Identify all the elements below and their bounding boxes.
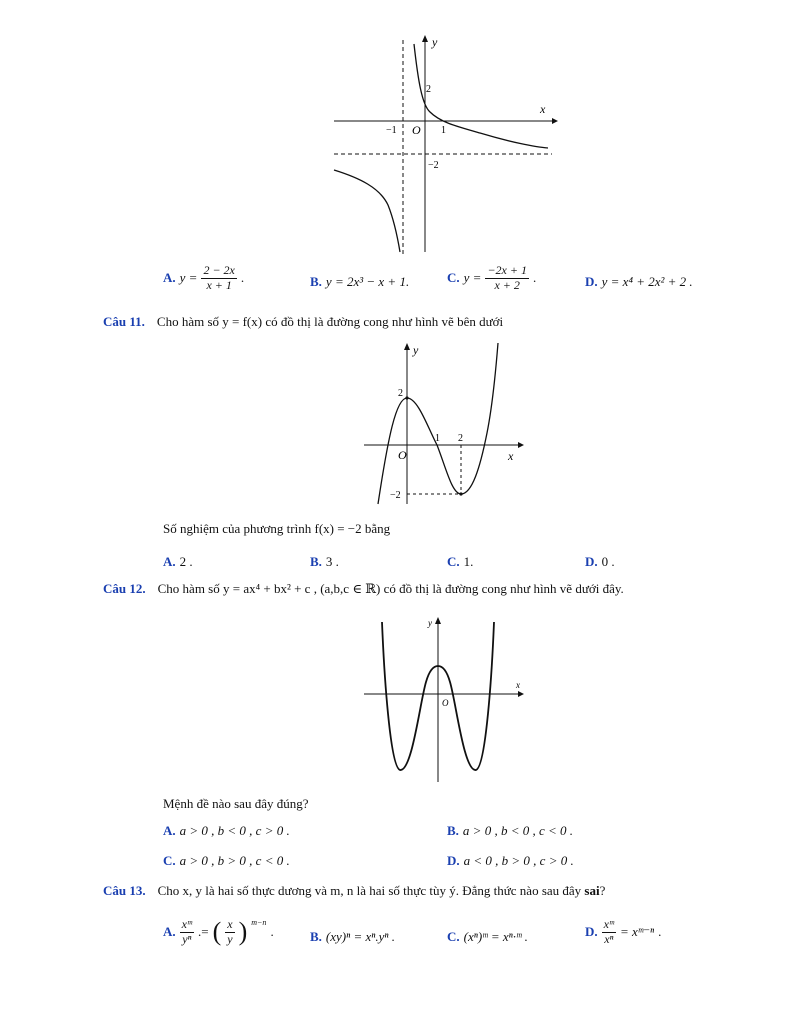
q10-option-b[interactable]: [310, 274, 409, 290]
q10-y-arrow: [422, 35, 428, 42]
q13-option-d-fraction: [602, 918, 616, 947]
q11-option-c[interactable]: [447, 554, 473, 570]
q10-curve-left: [334, 170, 400, 252]
q11-x-arrow: [518, 442, 524, 448]
q12-stem: [103, 581, 624, 597]
q10-option-c-end: .: [532, 270, 537, 286]
q13-text-pre: Cho x, y là hai số thực dương và m, n là hai số thực tùy ý. Đẳng thức nào sau đây: [157, 883, 585, 898]
q12-graph: [360, 612, 530, 784]
q13-option-d-end: .: [658, 924, 662, 940]
q13-option-a-label: A.: [163, 924, 176, 940]
q11-tick-1: 1: [435, 433, 440, 444]
q13-stem: [103, 883, 605, 899]
q12-option-b-label: B.: [447, 823, 459, 838]
q10-option-a-num: 2 − 2x: [203, 263, 235, 277]
q13-option-b[interactable]: [310, 929, 395, 945]
q11-y-arrow: [404, 343, 410, 350]
q12-option-b[interactable]: [447, 823, 573, 839]
q13-option-c-text: (xⁿ)ᵐ = xⁿ·ᵐ .: [463, 929, 528, 944]
q11-option-a[interactable]: [163, 554, 193, 570]
q13-option-d-rhs: = xᵐ⁻ⁿ: [619, 924, 655, 940]
q11-tick-2: 2: [458, 433, 463, 444]
q10-option-a-end: .: [240, 270, 245, 286]
q11-option-c-text: 1.: [463, 554, 474, 569]
q13-option-a-fraction-left: [180, 918, 194, 947]
q11-option-b-label: B.: [310, 554, 322, 569]
q10-curve-right: [414, 44, 548, 148]
q12-option-a[interactable]: [163, 823, 290, 839]
q11-curve: [378, 343, 498, 504]
q12-option-c[interactable]: [163, 853, 290, 869]
q12-option-d-text: a < 0 , b > 0 , c > 0 .: [463, 853, 574, 868]
q10-tick-2: 2: [426, 84, 431, 95]
q10-option-a-den: x + 1: [206, 277, 232, 292]
q10-x-label: x: [540, 102, 546, 116]
q10-tick-neg1: −1: [386, 125, 397, 136]
q12-option-c-label: C.: [163, 853, 176, 868]
q13-number: Câu 13.: [103, 883, 146, 898]
q13-option-c[interactable]: [447, 929, 528, 945]
q13-option-b-label: B.: [310, 929, 322, 944]
q11-option-d-label: D.: [585, 554, 598, 569]
q10-option-b-label: B.: [310, 274, 322, 289]
q13-option-d-den: xⁿ: [604, 931, 614, 946]
q12-option-b-text: a > 0 , b < 0 , c < 0 .: [462, 823, 574, 838]
q10-option-b-text: y = 2x³ − x + 1.: [325, 274, 410, 289]
q11-text: Cho hàm số y = f(x) có đồ thị là đường cong như hình vẽ bên dưới: [156, 314, 504, 329]
q11-option-a-label: A.: [163, 554, 176, 569]
q11-origin: O: [398, 448, 407, 462]
q10-option-c-fraction: [485, 264, 529, 293]
q10-option-d-label: D.: [585, 274, 598, 289]
q10-option-a[interactable]: [163, 264, 244, 293]
q12-y-arrow: [435, 617, 441, 624]
q11-tick-yneg2: −2: [390, 490, 401, 501]
q13-option-a-mid: x: [227, 917, 233, 931]
q10-option-d-text: y = x⁴ + 2x² + 2 .: [601, 274, 693, 289]
q11-question: Số nghiệm của phương trình f(x) = −2 bằng: [163, 521, 391, 536]
q12-option-a-label: A.: [163, 823, 176, 838]
q12-option-d-label: D.: [447, 853, 460, 868]
q13-option-c-label: C.: [447, 929, 460, 944]
q11-graph: [360, 338, 530, 508]
q10-option-a-lhs: y =: [179, 270, 198, 286]
q11-option-d[interactable]: [585, 554, 615, 570]
q11-option-b-text: 3 .: [325, 554, 339, 569]
q10-tick-1: 1: [441, 125, 446, 136]
q10-tick-neg2: −2: [428, 160, 439, 171]
q11-stem: [103, 314, 503, 330]
q10-option-d[interactable]: [585, 274, 693, 290]
q11-tick-y2: 2: [398, 388, 403, 399]
q13-text-bold: sai: [584, 883, 600, 898]
q11-x-label: x: [508, 449, 514, 463]
q12-origin: O: [442, 698, 449, 708]
q11-option-d-text: 0 .: [601, 554, 615, 569]
q12-x-arrow: [518, 691, 524, 697]
q11-number: Câu 11.: [103, 314, 145, 329]
q12-x-label: x: [516, 680, 520, 690]
q13-option-b-text: (xy)ⁿ = xⁿ.yⁿ .: [325, 929, 395, 944]
q13-option-d[interactable]: [585, 918, 661, 947]
q13-option-a-exp: m−n: [251, 918, 267, 927]
q12-text: Cho hàm số y = ax⁴ + bx² + c , (a,b,c ∈ ℝ) có đồ thị là đường cong như hình vẽ dưới đây.: [157, 581, 624, 596]
q11-y-label: y: [413, 343, 419, 357]
q13-text: [158, 883, 606, 899]
q10-x-arrow: [552, 118, 558, 124]
q10-y-label: y: [432, 35, 438, 49]
q10-option-c-num: −2x + 1: [487, 263, 527, 277]
q10-option-c-den: x + 2: [494, 277, 520, 292]
q10-option-c-lhs: y =: [463, 270, 482, 286]
q12-option-a-text: a > 0 , b < 0 , c > 0 .: [179, 823, 290, 838]
q10-option-a-fraction: [201, 264, 236, 293]
q11-option-c-label: C.: [447, 554, 460, 569]
q10-option-a-label: A.: [163, 270, 176, 286]
q13-option-a[interactable]: A. $\frac{\text{xᵐ}}{\text{yⁿ}}$ .= ( $\frac{x}{y}$ ) $^{m-n}$ .: [163, 917, 274, 947]
q11-option-b[interactable]: [310, 554, 339, 570]
q13-option-a-num: xᵐ: [181, 917, 192, 931]
q12-question: Mệnh đề nào sau đây đúng?: [163, 796, 309, 811]
q13-option-a-end: .: [270, 924, 274, 940]
q13-option-a-den: yⁿ: [182, 931, 192, 946]
q10-option-c[interactable]: [447, 264, 536, 293]
q13-text-post: ?: [599, 883, 606, 898]
q10-option-c-label: C.: [447, 270, 460, 286]
q12-y-label: y: [428, 618, 432, 628]
q12-option-c-text: a > 0 , b > 0 , c < 0 .: [179, 853, 290, 868]
q13-option-a-fraction-right: [225, 918, 234, 947]
q10-graph: [330, 30, 560, 258]
q12-number: Câu 12.: [103, 581, 146, 596]
q13-option-d-label: D.: [585, 924, 598, 940]
q12-option-d[interactable]: [447, 853, 574, 869]
q11-option-a-text: 2 .: [179, 554, 193, 569]
q10-origin: O: [412, 123, 421, 137]
q13-option-d-num: xᵐ: [603, 917, 614, 931]
q13-option-a-midden: y: [227, 931, 233, 946]
